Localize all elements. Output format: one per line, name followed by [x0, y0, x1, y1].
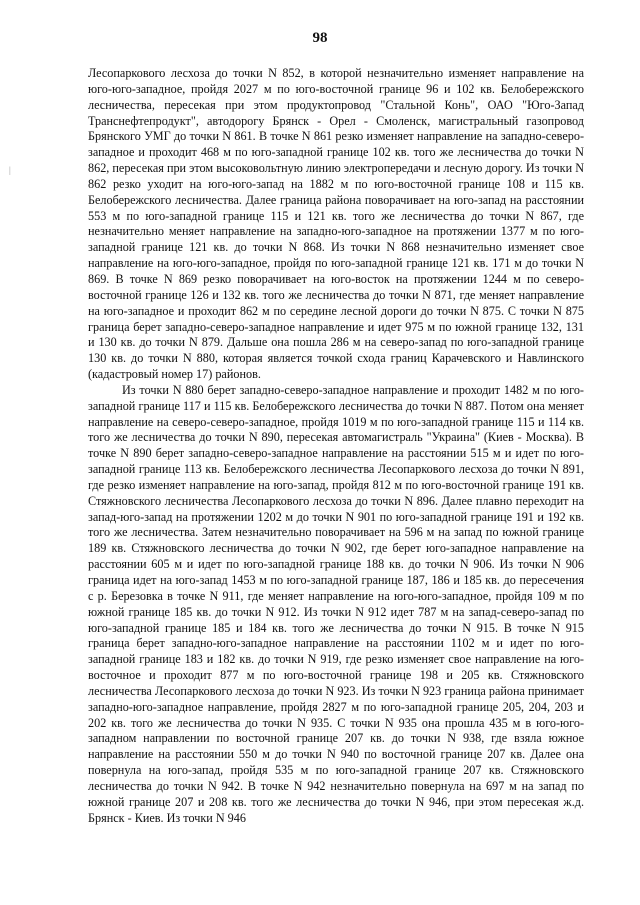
page-number: 98: [312, 30, 328, 46]
paragraph-continuation: Лесопаркового лесхоза до точки N 852, в которой незначительно изменяет направление на юго-юго-западное, пройдя 2027 м по юго-восточной границе 96 и 102 кв. Белобережского лесничества, пересекая при этом продуктопровод "Стальной Конь", ОАО "Юго-Запад Транснефтепродукт", автодорогу Брянск - Орел - Смоленск, магистральный газопровод Брянского УМГ до точки N 861. В точке N 861 резко изменяет направление на западно-северо-западное и проходит 468 м по юго-западной границе 102 кв. того же лесничества до точки N 862, пересекая при этом высоковольтную линию электропередачи и лесную дорогу. Из точки N 862 резко уходит на юго-юго-запад на 1882 м по юго-восточной границе 108 и 115 кв. Белобережского лесничества. Далее граница района поворачивает на юго-запад на расстоянии 553 м по юго-западной границе 115 и 121 кв. того же лесничества до точки N 867, где незначительно меняет направление на западно-юго-западное на протяжении 1377 м по юго-западной границе 121 кв. до точки N 868. Из точки N 868 незначительно изменяет свое направление на юго-юго-западное, пройдя по юго-западной границе 121 кв. 171 м до точки N 869. В точке N 869 резко поворачивает на юго-восток на протяжении 1244 м по северо-восточной границе 126 и 132 кв. того же лесничества до точки N 871, где меняет направление на юго-западное и проходит 862 м по середине лесной дороги до точки N 875. С точки N 875 граница берет западно-северо-западное направление и идет 975 м по южной границе 132, 131 и 130 кв. до точки N 879. Дальше она пошла 286 м на северо-запад по юго-западной границе 130 кв. до точки N 880, которая является точкой схода границ Карачевского и Навлинского (кадастровый номер 17) районов.: [88, 66, 584, 382]
document-body: [88, 66, 584, 827]
paragraph: Из точки N 880 берет западно-северо-западное направление и проходит 1482 м по юго-западной границе 117 и 115 кв. Белобережского лесничества до точки N 887. Потом она меняет направление на северо-северо-западное, пройдя 1019 м по юго-западной границе 115 и 114 кв. того же лесничества до точки N 890, пересекая автомагистраль "Украина" (Киев - Москва). В точке N 890 берет западно-северо-западное направление на расстоянии 515 м и идет по юго-западной границе 113 кв. Белобережского лесничества Лесопаркового лесхоза до точки N 891, где резко изменяет направление на юго-запад, пройдя 812 м по юго-восточной границе 191 кв. Стяжновского лесничества Лесопаркового лесхоза до точки N 896. Далее плавно переходит на запад-юго-запад на протяжении 1202 м до точки N 901 по юго-западной границе 191 и 192 кв. того же лесничества. Затем незначительно поворачивает на 596 м на запад по южной границе 189 кв. Стяжновского лесничества до точки N 902, где берет юго-западное направление на расстоянии 605 м и идет по юго-западной границе 188 кв. до точки N 906. Из точки N 906 граница идет на юго-запад 1453 м по юго-западной границе 187, 186 и 185 кв. до пересечения с р. Березовка в точке N 911, где меняет направление на юго-юго-западное, пройдя 109 м по южной границе 185 кв. до точки N 912. Из точки N 912 идет 787 м на запад-северо-запад по юго-западной границе 185 и 184 кв. того же лесничества до точки N 915. В точке N 915 граница берет западно-юго-западное направление на расстоянии 1102 м и идет по юго-западной границе 183 и 182 кв. до точки N 919, где резко изменяет свое направление на юго-восточное и проходит 877 м по юго-восточной границе 198 и 205 кв. Стяжновского лесничества Лесопаркового лесхоза до точки N 923. Из точки N 923 граница района принимает западно-юго-западное направление, пройдя 2827 м по юго-западной границе 205, 204, 203 и 202 кв. того же лесничества до точки N 935. С точки N 935 она прошла 435 м в юго-юго-западном направлении по восточной границе 207 кв. до точки N 938, где взяла южное направление на расстоянии 550 м до точки N 940 по восточной границе 207 кв. Далее она повернула на юго-запад, пройдя 535 м по юго-западной границе 207 кв. Стяжновского лесничества до точки N 942. В точке N 942 незначительно повернула на 697 м на запад по южной границе 207 и 208 кв. того же лесничества до точки N 946, при этом пересекая ж.д. Брянск - Киев. Из точки N 946: [88, 382, 584, 825]
margin-mark: |: [9, 165, 11, 175]
